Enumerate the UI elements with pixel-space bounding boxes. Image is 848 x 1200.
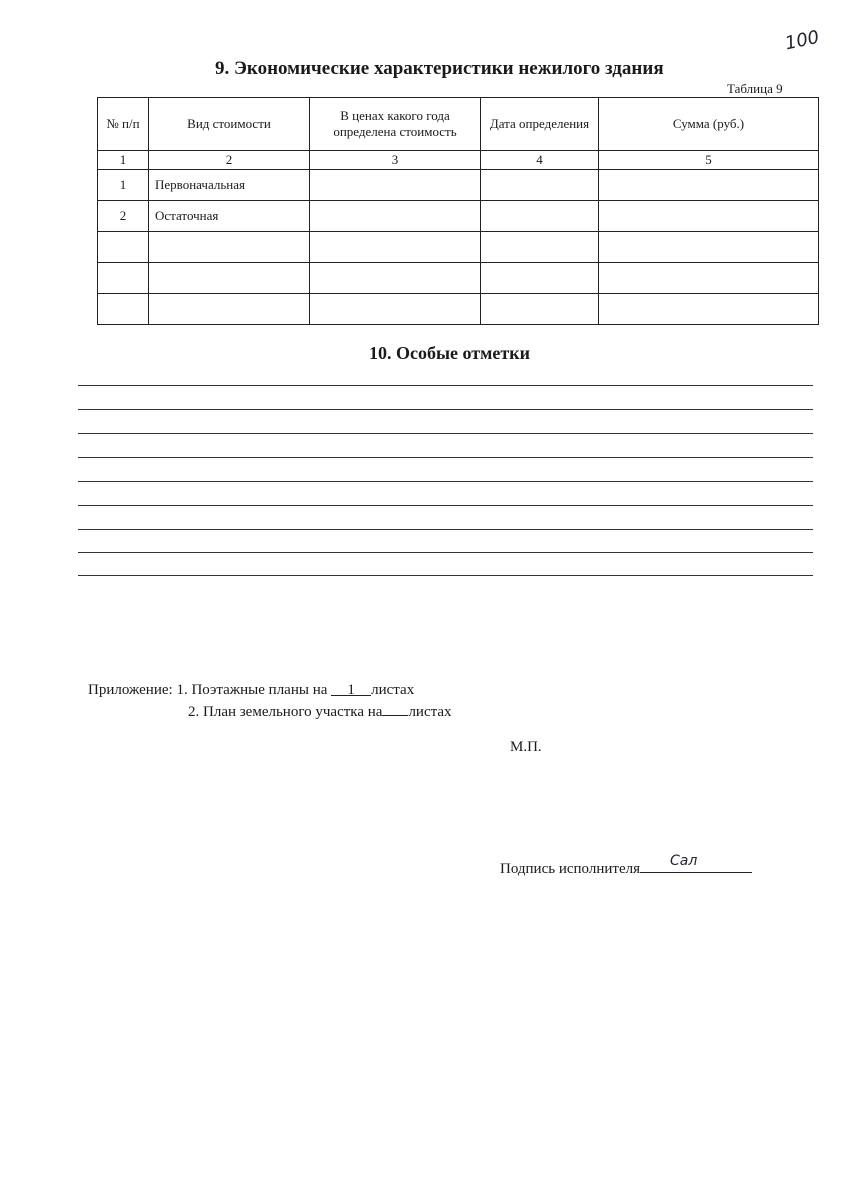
notes-line xyxy=(78,575,813,576)
signature-label: Подпись исполнителя xyxy=(500,861,640,877)
appendix-label: Приложение: xyxy=(88,682,173,698)
cell: Первоначальная xyxy=(149,170,310,201)
notes-line xyxy=(78,457,813,458)
cell xyxy=(481,294,599,325)
notes-line xyxy=(78,409,813,410)
appendix-item-1 xyxy=(88,682,414,699)
cell xyxy=(599,232,819,263)
header-sum: Сумма (руб.) xyxy=(599,98,819,151)
cell xyxy=(149,294,310,325)
handwritten-page-number: 100 xyxy=(783,26,822,55)
cell xyxy=(98,294,149,325)
economic-characteristics-table xyxy=(97,97,819,325)
cell xyxy=(599,294,819,325)
table-header-row xyxy=(98,98,819,151)
header-number: № п/п xyxy=(98,98,149,151)
cell xyxy=(310,170,481,201)
cell xyxy=(98,263,149,294)
section-10-title: 10. Особые отметки xyxy=(369,343,530,363)
table-row xyxy=(98,294,819,325)
table-row xyxy=(98,170,819,201)
notes-line xyxy=(78,481,813,482)
cell xyxy=(310,294,481,325)
signature-block xyxy=(500,853,752,878)
cell: Остаточная xyxy=(149,201,310,232)
header-cost-type: Вид стоимости xyxy=(149,98,310,151)
cell xyxy=(481,170,599,201)
cell xyxy=(310,232,481,263)
appendix-item-1-text: 1. Поэтажные планы на xyxy=(176,682,328,698)
cell xyxy=(310,263,481,294)
cell xyxy=(310,201,481,232)
cell xyxy=(149,232,310,263)
cell xyxy=(481,232,599,263)
header-date: Дата определения xyxy=(481,98,599,151)
notes-line xyxy=(78,433,813,434)
cell xyxy=(599,263,819,294)
column-number: 1 xyxy=(98,151,149,170)
column-number: 5 xyxy=(599,151,819,170)
appendix-item-1-suffix: листах xyxy=(371,682,415,698)
notes-line xyxy=(78,385,813,386)
stamp-place: М.П. xyxy=(510,739,542,755)
table-row xyxy=(98,232,819,263)
notes-line xyxy=(78,529,813,530)
section-9-title: 9. Экономические характеристики нежилого здания xyxy=(215,58,664,79)
cell xyxy=(481,201,599,232)
table-label: Таблица 9 xyxy=(727,81,783,96)
notes-line xyxy=(78,552,813,553)
appendix-item-1-count: 1 xyxy=(331,682,371,696)
cell xyxy=(149,263,310,294)
handwritten-signature: Сал xyxy=(670,853,698,869)
cell: 1 xyxy=(98,170,149,201)
column-number-row xyxy=(98,151,819,170)
column-number: 2 xyxy=(149,151,310,170)
cell xyxy=(98,232,149,263)
cell xyxy=(481,263,599,294)
appendix-item-2-text: 2. План земельного участка на xyxy=(188,704,383,720)
appendix-item-2-suffix: листах xyxy=(408,704,452,720)
table-row xyxy=(98,263,819,294)
column-number: 4 xyxy=(481,151,599,170)
cell xyxy=(599,170,819,201)
appendix-item-2-count xyxy=(382,702,408,716)
header-price-year: В ценах какого года определена стоимость xyxy=(310,98,481,151)
notes-line xyxy=(78,505,813,506)
cell: 2 xyxy=(98,201,149,232)
column-number: 3 xyxy=(310,151,481,170)
table-row xyxy=(98,201,819,232)
appendix-item-2 xyxy=(188,702,452,721)
cell xyxy=(599,201,819,232)
